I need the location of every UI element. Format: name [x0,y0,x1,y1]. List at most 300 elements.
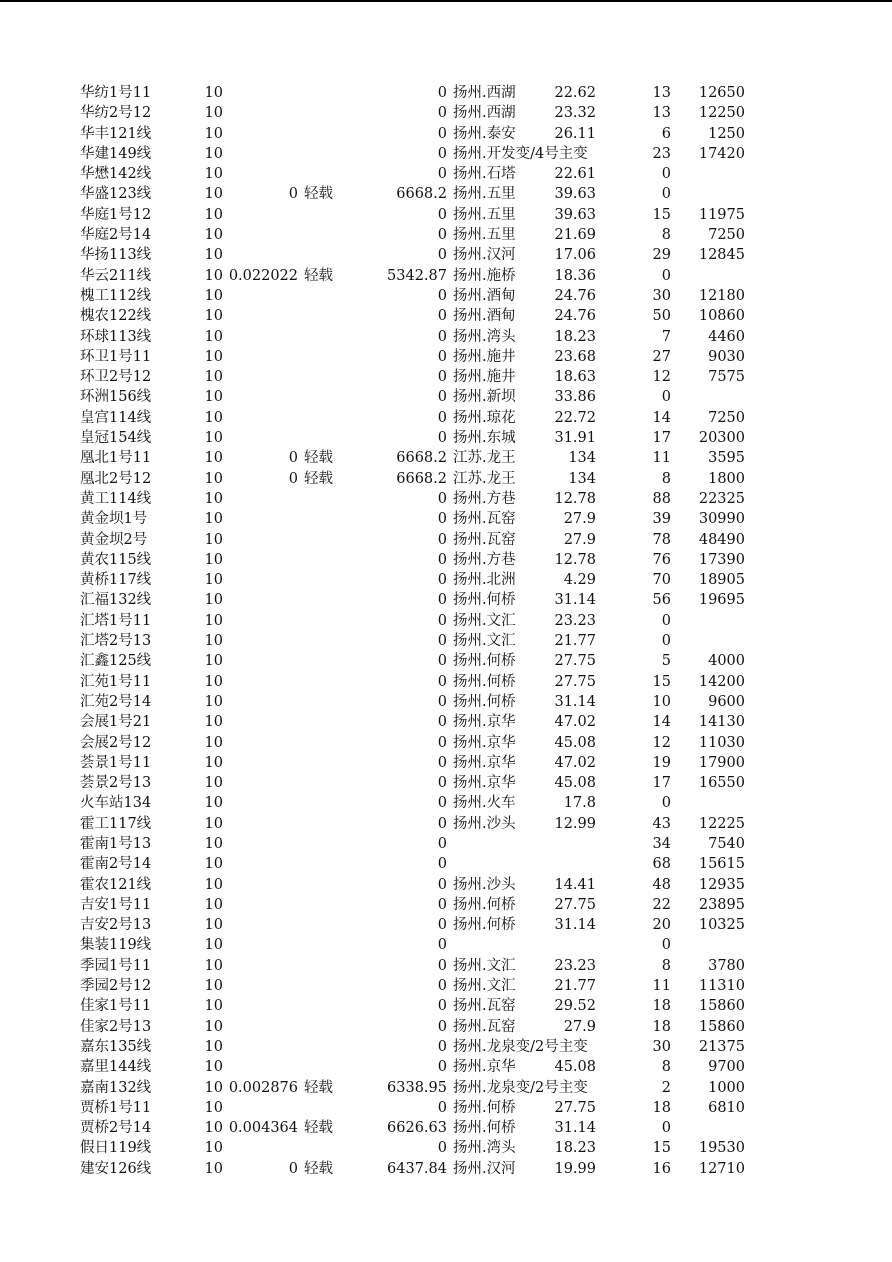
length-cell: 31.91 [554,430,596,447]
voltage-cell: 10 [204,1079,223,1096]
voltage-cell: 10 [204,937,223,954]
line-name-cell: 季园2号12 [80,978,151,995]
voltage-cell: 10 [204,369,223,386]
table-row [0,915,892,935]
length-cell: 27.9 [563,511,596,528]
load-value-cell: 0 [437,612,447,629]
substation-cell: 扬州.五里 [453,186,516,203]
load-value-cell: 0 [437,85,447,101]
length-cell: 22.62 [554,85,596,101]
capacity-cell: 11310 [698,978,745,995]
transformer-count-cell: 17 [652,775,671,792]
table-row [0,367,892,387]
load-value-cell: 0 [437,328,447,345]
capacity-cell: 18905 [698,572,745,589]
voltage-cell: 10 [204,105,223,122]
table-row [0,408,892,428]
table-row [0,448,892,468]
transformer-count-cell: 13 [652,85,671,101]
line-name-cell: 佳家1号11 [80,998,151,1015]
transformer-count-cell: 50 [652,308,671,325]
length-cell: 12.78 [554,551,596,568]
voltage-cell: 10 [204,389,223,406]
capacity-cell: 20300 [698,430,745,447]
table-row [0,124,892,144]
capacity-cell: 9030 [708,348,745,365]
line-name-cell: 嘉里144线 [80,1059,151,1076]
substation-cell: 扬州.京华 [453,1059,516,1076]
length-cell: 27.9 [563,531,596,548]
capacity-cell: 14200 [698,673,745,690]
load-value-cell: 0 [437,815,447,832]
load-ratio-cell: 0.004364 [228,1120,298,1137]
substation-cell: 扬州.方巷 [453,551,516,568]
load-value-cell: 0 [437,896,447,913]
length-cell: 39.63 [554,206,596,223]
transformer-count-cell: 48 [652,876,671,893]
table-row [0,590,892,610]
substation-cell: 扬州.泰安 [453,125,516,142]
capacity-cell: 12250 [698,105,745,122]
capacity-cell: 1250 [708,125,745,142]
substation-cell: 扬州.西湖 [453,85,516,101]
capacity-cell: 9600 [708,693,745,710]
substation-cell: 扬州.东城 [453,430,516,447]
substation-cell: 扬州.京华 [453,714,516,731]
voltage-cell: 10 [204,856,223,873]
substation-cell: 扬州.五里 [453,227,516,244]
length-cell: 21.77 [554,978,596,995]
capacity-cell: 14130 [698,714,745,731]
transformer-count-cell: 19 [652,754,671,771]
capacity-cell: 10325 [698,917,745,934]
length-cell: 23.68 [554,348,596,365]
line-name-cell: 皇宫114线 [80,409,151,426]
load-value-cell: 0 [437,105,447,122]
load-value-cell: 0 [437,409,447,426]
length-cell: 23.23 [554,957,596,974]
voltage-cell: 10 [204,896,223,913]
substation-cell: 扬州.湾头 [453,328,516,345]
line-name-cell: 皇冠154线 [80,430,151,447]
length-cell: 134 [568,470,596,487]
load-status-cell: 轻载 [304,1120,333,1137]
table-row [0,834,892,854]
load-status-cell: 轻载 [304,470,333,487]
line-name-cell: 黄农115线 [80,551,151,568]
length-cell: 19.99 [554,1160,596,1177]
table-row [0,773,892,793]
table-row [0,286,892,306]
load-ratio-cell: 0 [288,470,298,487]
length-cell: 27.75 [554,896,596,913]
voltage-cell: 10 [204,430,223,447]
substation-cell: 扬州.何桥 [453,673,516,690]
capacity-cell: 12845 [698,247,745,264]
length-cell: 12.99 [554,815,596,832]
load-value-cell: 0 [437,1099,447,1116]
capacity-cell: 7575 [708,369,745,386]
transformer-count-cell: 88 [652,490,671,507]
load-value-cell: 0 [437,1140,447,1157]
substation-cell: 扬州.何桥 [453,917,516,934]
load-value-cell: 0 [437,531,447,548]
length-cell: 45.08 [554,775,596,792]
load-value-cell: 0 [437,754,447,771]
load-value-cell: 0 [437,653,447,670]
substation-cell: 扬州.龙泉变/2号主变 [453,1079,588,1096]
length-cell: 12.78 [554,490,596,507]
substation-cell: 江苏.龙王 [453,450,516,467]
load-ratio-cell: 0 [288,186,298,203]
load-ratio-cell: 0.002876 [228,1079,298,1096]
transformer-count-cell: 29 [652,247,671,264]
table-row [0,205,892,225]
length-cell: 31.14 [554,592,596,609]
substation-cell: 扬州.开发变/4号主变 [453,145,588,162]
table-row [0,814,892,834]
capacity-cell: 3595 [708,450,745,467]
line-name-cell: 集装119线 [80,937,151,954]
load-value-cell: 0 [437,145,447,162]
length-cell: 134 [568,450,596,467]
voltage-cell: 10 [204,145,223,162]
length-cell: 4.29 [563,572,596,589]
load-value-cell: 0 [437,511,447,528]
capacity-cell: 12650 [698,85,745,101]
table-row [0,1078,892,1098]
substation-cell: 扬州.北洲 [453,572,516,589]
voltage-cell: 10 [204,1018,223,1035]
load-value-cell: 0 [437,551,447,568]
table-row [0,976,892,996]
line-name-cell: 华丰121线 [80,125,151,142]
transformer-count-cell: 0 [661,267,671,284]
load-value-cell: 0 [437,633,447,650]
voltage-cell: 10 [204,592,223,609]
voltage-cell: 10 [204,166,223,183]
load-value-cell: 0 [437,876,447,893]
substation-cell: 扬州.施井 [453,348,516,365]
length-cell: 23.23 [554,612,596,629]
table-row [0,895,892,915]
capacity-cell: 16550 [698,775,745,792]
length-cell: 21.69 [554,227,596,244]
voltage-cell: 10 [204,186,223,203]
line-name-cell: 华云211线 [80,267,151,284]
substation-cell: 扬州.湾头 [453,1140,516,1157]
length-cell: 39.63 [554,186,596,203]
capacity-cell: 12180 [698,287,745,304]
voltage-cell: 10 [204,85,223,101]
capacity-cell: 17900 [698,754,745,771]
load-value-cell: 0 [437,917,447,934]
line-name-cell: 吉安2号13 [80,917,151,934]
transformer-count-cell: 8 [661,1059,671,1076]
transformer-count-cell: 10 [652,693,671,710]
length-cell: 23.32 [554,105,596,122]
table-row [0,327,892,347]
table-row [0,225,892,245]
load-value-cell: 6668.2 [396,470,447,487]
load-value-cell: 0 [437,206,447,223]
capacity-cell: 7540 [708,835,745,852]
table-row [0,651,892,671]
load-value-cell: 0 [437,1038,447,1055]
substation-cell: 扬州.何桥 [453,592,516,609]
line-name-cell: 建安126线 [80,1160,151,1177]
substation-cell: 扬州.石塔 [453,166,516,183]
table-row [0,347,892,367]
transformer-count-cell: 0 [661,1120,671,1137]
table-row [0,469,892,489]
load-value-cell: 0 [437,287,447,304]
line-name-cell: 华庭1号12 [80,206,151,223]
load-value-cell: 0 [437,227,447,244]
capacity-cell: 19530 [698,1140,745,1157]
voltage-cell: 10 [204,470,223,487]
voltage-cell: 10 [204,1038,223,1055]
line-name-cell: 汇塔2号13 [80,633,151,650]
line-name-cell: 霍农121线 [80,876,151,893]
length-cell: 24.76 [554,308,596,325]
table-row [0,753,892,773]
table-row [0,266,892,286]
load-status-cell: 轻载 [304,1160,333,1177]
load-value-cell: 0 [437,490,447,507]
load-value-cell: 0 [437,1018,447,1035]
load-value-cell: 0 [437,734,447,751]
transformer-count-cell: 13 [652,105,671,122]
table-row [0,1098,892,1118]
voltage-cell: 10 [204,125,223,142]
table-row [0,164,892,184]
capacity-cell: 9700 [708,1059,745,1076]
line-name-cell: 霍工117线 [80,815,151,832]
line-name-cell: 黄金坝2号 [80,531,148,548]
line-name-cell: 黄工114线 [80,490,151,507]
load-value-cell: 0 [437,592,447,609]
table-row [0,1118,892,1138]
load-value-cell: 0 [437,714,447,731]
substation-cell: 扬州.文汇 [453,633,516,650]
transformer-count-cell: 43 [652,815,671,832]
table-row [0,570,892,590]
voltage-cell: 10 [204,957,223,974]
load-ratio-cell: 0.022022 [228,267,298,284]
substation-cell: 江苏.龙王 [453,470,516,487]
load-value-cell: 0 [437,430,447,447]
voltage-cell: 10 [204,572,223,589]
voltage-cell: 10 [204,409,223,426]
line-name-cell: 荟景1号11 [80,754,151,771]
substation-cell: 扬州.瓦窑 [453,531,516,548]
line-name-cell: 嘉东135线 [80,1038,151,1055]
transformer-count-cell: 5 [661,653,671,670]
capacity-cell: 30990 [698,511,745,528]
substation-cell: 扬州.何桥 [453,896,516,913]
substation-cell: 扬州.施井 [453,369,516,386]
load-value-cell: 0 [437,835,447,852]
voltage-cell: 10 [204,551,223,568]
table-row [0,489,892,509]
table-row [0,509,892,529]
table-row [0,1138,892,1158]
substation-cell: 扬州.瓦窑 [453,511,516,528]
transformer-count-cell: 0 [661,937,671,954]
voltage-cell: 10 [204,714,223,731]
voltage-cell: 10 [204,754,223,771]
load-value-cell: 6668.2 [396,450,447,467]
load-value-cell: 6338.95 [387,1079,447,1096]
transformer-count-cell: 20 [652,917,671,934]
spreadsheet-body [0,83,892,1179]
table-row [0,875,892,895]
load-value-cell: 0 [437,775,447,792]
table-row [0,793,892,813]
capacity-cell: 15860 [698,1018,745,1035]
substation-cell: 扬州.龙泉变/2号主变 [453,1038,588,1055]
transformer-count-cell: 70 [652,572,671,589]
transformer-count-cell: 39 [652,511,671,528]
substation-cell: 扬州.何桥 [453,1099,516,1116]
length-cell: 24.76 [554,287,596,304]
table-row [0,1159,892,1179]
load-value-cell: 0 [437,978,447,995]
capacity-cell: 12225 [698,815,745,832]
voltage-cell: 10 [204,308,223,325]
capacity-cell: 6810 [708,1099,745,1116]
line-name-cell: 华庭2号14 [80,227,151,244]
transformer-count-cell: 2 [661,1079,671,1096]
voltage-cell: 10 [204,511,223,528]
load-value-cell: 0 [437,1059,447,1076]
transformer-count-cell: 15 [652,1140,671,1157]
transformer-count-cell: 14 [652,714,671,731]
capacity-cell: 17390 [698,551,745,568]
table-row [0,631,892,651]
capacity-cell: 1800 [708,470,745,487]
substation-cell: 扬州.沙头 [453,876,516,893]
length-cell: 18.23 [554,1140,596,1157]
load-status-cell: 轻载 [304,450,333,467]
line-name-cell: 荟景2号13 [80,775,151,792]
capacity-cell: 22325 [698,490,745,507]
transformer-count-cell: 0 [661,389,671,406]
transformer-count-cell: 16 [652,1160,671,1177]
transformer-count-cell: 14 [652,409,671,426]
substation-cell: 扬州.京华 [453,734,516,751]
substation-cell: 扬州.汉河 [453,247,516,264]
substation-cell: 扬州.西湖 [453,105,516,122]
substation-cell: 扬州.瓦窑 [453,1018,516,1035]
length-cell: 31.14 [554,1120,596,1137]
capacity-cell: 15615 [698,856,745,873]
length-cell: 18.36 [554,267,596,284]
load-value-cell: 6626.63 [387,1120,447,1137]
length-cell: 45.08 [554,1059,596,1076]
capacity-cell: 10860 [698,308,745,325]
table-row [0,184,892,204]
length-cell: 47.02 [554,754,596,771]
line-name-cell: 汇苑1号11 [80,673,151,690]
line-name-cell: 槐工112线 [80,287,151,304]
voltage-cell: 10 [204,1160,223,1177]
transformer-count-cell: 78 [652,531,671,548]
load-value-cell: 6668.2 [396,186,447,203]
table-row [0,245,892,265]
transformer-count-cell: 8 [661,227,671,244]
table-row [0,956,892,976]
length-cell: 26.11 [554,125,596,142]
length-cell: 27.75 [554,1099,596,1116]
load-value-cell: 6437.84 [387,1160,447,1177]
load-value-cell: 0 [437,937,447,954]
line-name-cell: 华懋142线 [80,166,151,183]
capacity-cell: 19695 [698,592,745,609]
table-row [0,306,892,326]
substation-cell: 扬州.文汇 [453,978,516,995]
capacity-cell: 7250 [708,227,745,244]
table-row [0,387,892,407]
table-row [0,550,892,570]
substation-cell: 扬州.沙头 [453,815,516,832]
voltage-cell: 10 [204,633,223,650]
capacity-cell: 23895 [698,896,745,913]
voltage-cell: 10 [204,673,223,690]
length-cell: 27.75 [554,653,596,670]
substation-cell: 扬州.文汇 [453,612,516,629]
table-row [0,1057,892,1077]
load-ratio-cell: 0 [288,1160,298,1177]
transformer-count-cell: 18 [652,1018,671,1035]
voltage-cell: 10 [204,835,223,852]
load-value-cell: 0 [437,957,447,974]
substation-cell: 扬州.琼花 [453,409,516,426]
voltage-cell: 10 [204,1099,223,1116]
voltage-cell: 10 [204,795,223,812]
load-value-cell: 0 [437,369,447,386]
length-cell: 22.61 [554,166,596,183]
table-row [0,935,892,955]
load-status-cell: 轻载 [304,267,333,284]
substation-cell: 扬州.京华 [453,754,516,771]
page-top-border [0,0,892,2]
substation-cell: 扬州.酒甸 [453,287,516,304]
substation-cell: 扬州.瓦窑 [453,998,516,1015]
load-value-cell: 0 [437,572,447,589]
line-name-cell: 会展1号21 [80,714,151,731]
line-name-cell: 槐农122线 [80,308,151,325]
table-row [0,854,892,874]
substation-cell: 扬州.何桥 [453,1120,516,1137]
transformer-count-cell: 11 [652,978,671,995]
length-cell: 47.02 [554,714,596,731]
voltage-cell: 10 [204,490,223,507]
line-name-cell: 吉安1号11 [80,896,151,913]
load-value-cell: 0 [437,998,447,1015]
length-cell: 14.41 [554,876,596,893]
capacity-cell: 4000 [708,653,745,670]
line-name-cell: 季园1号11 [80,957,151,974]
voltage-cell: 10 [204,917,223,934]
length-cell: 31.14 [554,693,596,710]
line-name-cell: 环球113线 [80,328,151,345]
table-row [0,692,892,712]
transformer-count-cell: 15 [652,206,671,223]
table-row [0,1037,892,1057]
transformer-count-cell: 8 [661,470,671,487]
